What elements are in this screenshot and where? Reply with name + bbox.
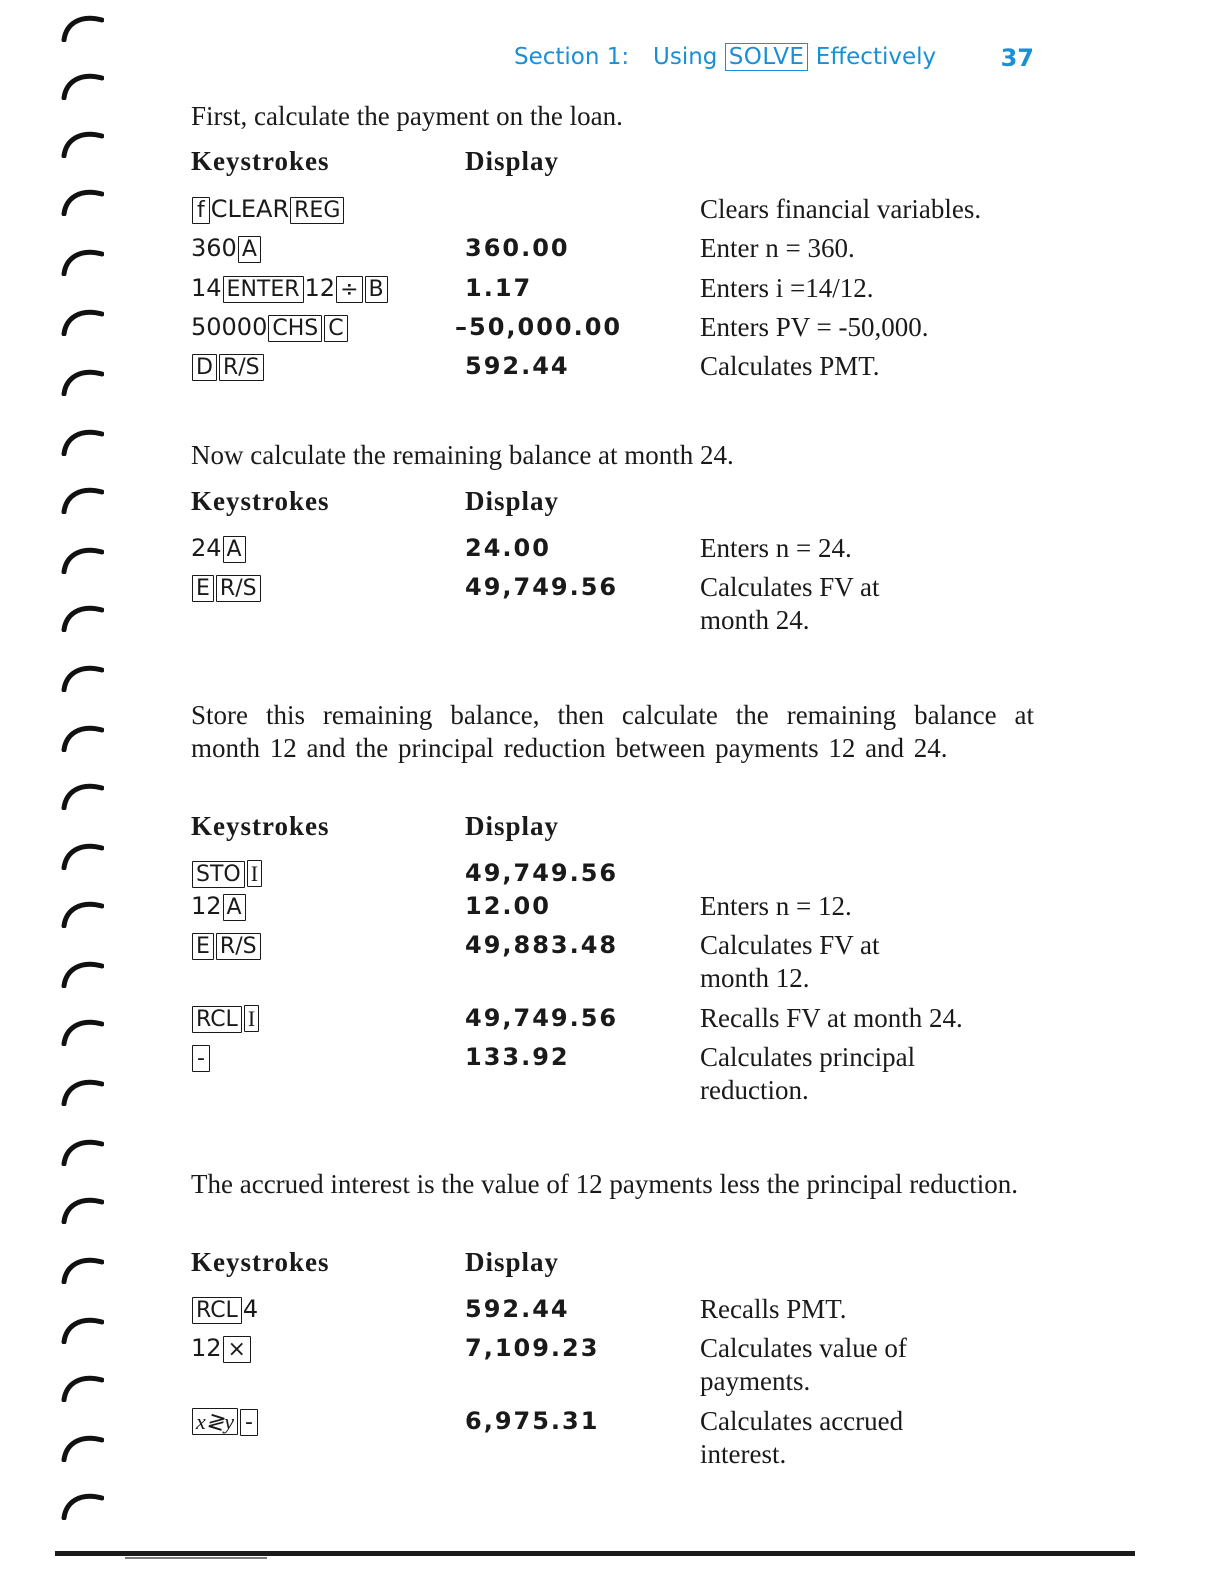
step-description: Recalls PMT. bbox=[700, 1294, 847, 1324]
step-description: Clears financial variables. bbox=[700, 194, 982, 224]
calculator-key: - bbox=[240, 1409, 258, 1436]
keystrokes-heading: Keystrokes bbox=[191, 811, 330, 841]
step-description: Calculates accrued interest. bbox=[700, 1406, 904, 1469]
step-description: Enters PV = -50,000. bbox=[700, 312, 929, 342]
calculator-key: ENTER bbox=[223, 276, 304, 303]
display-value: 133.92 bbox=[465, 1043, 570, 1071]
binding-coil-icon bbox=[58, 1132, 104, 1166]
table-row bbox=[191, 892, 1051, 928]
display-value: 12.00 bbox=[465, 892, 551, 920]
display-value: –50,000.00 bbox=[455, 313, 623, 341]
table-row bbox=[191, 1406, 1051, 1469]
bottom-rule bbox=[55, 1551, 1135, 1556]
keystroke-text: 24 bbox=[191, 534, 222, 562]
display-value: 1.17 bbox=[465, 274, 533, 302]
display-heading: Display bbox=[465, 1247, 560, 1277]
calculator-key: R/S bbox=[219, 354, 264, 381]
keystroke-text: 12 bbox=[191, 892, 222, 920]
keystroke-sequence bbox=[191, 195, 345, 224]
binding-coil-icon bbox=[58, 422, 104, 456]
binding-coil-icon bbox=[58, 124, 104, 158]
binding-coil-icon bbox=[58, 598, 104, 632]
display-value: 49,749.56 bbox=[465, 859, 619, 887]
binding-coil-icon bbox=[58, 1368, 104, 1402]
table-row bbox=[191, 572, 1051, 635]
table-row bbox=[191, 352, 1051, 388]
page-header bbox=[514, 40, 1034, 80]
keystroke-text: 50000 bbox=[191, 313, 268, 341]
keystroke-sequence bbox=[191, 573, 262, 602]
table-row bbox=[191, 1042, 1051, 1105]
binding-coil-icon bbox=[58, 242, 104, 276]
keystroke-sequence bbox=[191, 234, 262, 263]
binding-coil-icon bbox=[58, 1012, 104, 1046]
binding-coil-icon bbox=[58, 1072, 104, 1106]
keystroke-text: 14 bbox=[191, 274, 222, 302]
calculator-key: B bbox=[365, 276, 388, 303]
calculator-key: RCL bbox=[192, 1297, 242, 1324]
keystroke-sequence bbox=[191, 274, 389, 303]
step-description: Enter n = 360. bbox=[700, 233, 855, 263]
binding-coil-icon bbox=[58, 776, 104, 810]
title-prefix: Using bbox=[653, 44, 718, 70]
keystroke-sequence bbox=[191, 352, 265, 381]
section-label: Section 1: bbox=[514, 44, 630, 70]
binding-coil-icon bbox=[58, 302, 104, 336]
display-heading: Display bbox=[465, 146, 560, 176]
step-description: Calculates FV at month 12. bbox=[700, 930, 880, 993]
keystroke-sequence bbox=[191, 534, 247, 563]
binding-coil-icon bbox=[58, 1190, 104, 1224]
binding-coil-icon bbox=[58, 1428, 104, 1462]
intro-paragraph: The accrued interest is the value of 12 payments less the principal reduction. bbox=[191, 1169, 1018, 1199]
step-description: Calculates PMT. bbox=[700, 351, 880, 381]
binding-coil-icon bbox=[58, 894, 104, 928]
table-row bbox=[191, 1295, 1051, 1331]
step-description: Calculates FV at month 24. bbox=[700, 572, 880, 635]
keystroke-text: 360 bbox=[191, 234, 237, 262]
calculator-key: f bbox=[192, 197, 210, 224]
intro-paragraph: Store this remaining balance, then calculate the remaining balance at month 12 and the principal reduction between payments 12 and 24. bbox=[191, 700, 1034, 763]
binding-coil-icon bbox=[58, 362, 104, 396]
keystroke-text: 12 bbox=[304, 274, 336, 302]
table-row bbox=[191, 534, 1051, 570]
keystroke-sequence bbox=[191, 1334, 252, 1363]
binding-coil-icon bbox=[58, 718, 104, 752]
display-value: 49,749.56 bbox=[465, 1004, 619, 1032]
display-value: 592.44 bbox=[465, 1295, 570, 1323]
display-value: 24.00 bbox=[465, 534, 551, 562]
section-title bbox=[653, 44, 936, 70]
display-value: 360.00 bbox=[465, 234, 570, 262]
binding-coil-icon bbox=[58, 1310, 104, 1344]
calculator-key: I bbox=[244, 1005, 259, 1032]
keystroke-sequence bbox=[191, 892, 247, 921]
keystrokes-heading: Keystrokes bbox=[191, 486, 330, 516]
keystroke-sequence bbox=[191, 859, 263, 888]
step-description: Enters n = 12. bbox=[700, 891, 852, 921]
calculator-key: CHS bbox=[268, 315, 322, 342]
binding-coil-icon bbox=[58, 182, 104, 216]
page-number: 37 bbox=[1000, 44, 1034, 72]
step-description: Calculates principal reduction. bbox=[700, 1042, 916, 1105]
binding-coil-icon bbox=[58, 480, 104, 514]
calculator-key: REG bbox=[290, 197, 344, 224]
table-row bbox=[191, 930, 1051, 993]
step-description: Enters n = 24. bbox=[700, 533, 852, 563]
display-value: 6,975.31 bbox=[465, 1407, 600, 1435]
calculator-key: × bbox=[223, 1336, 251, 1363]
keystrokes-heading: Keystrokes bbox=[191, 1247, 330, 1277]
binding-coil-icon bbox=[58, 1250, 104, 1284]
keystroke-text: 4 bbox=[242, 1295, 259, 1323]
display-value: 49,749.56 bbox=[465, 573, 619, 601]
table-row bbox=[191, 195, 1051, 231]
calculator-key: D bbox=[192, 354, 217, 381]
title-suffix: Effectively bbox=[815, 44, 937, 70]
calculator-key: - bbox=[192, 1045, 210, 1072]
binding-coil-icon bbox=[58, 540, 104, 574]
binding-coil-icon bbox=[58, 658, 104, 692]
table-row bbox=[191, 234, 1051, 270]
table-row bbox=[191, 1333, 1051, 1396]
keystroke-sequence bbox=[191, 1043, 211, 1072]
calculator-key: A bbox=[223, 536, 246, 563]
intro-paragraph: First, calculate the payment on the loan. bbox=[191, 101, 623, 131]
keystroke-sequence bbox=[191, 313, 349, 342]
step-description: Recalls FV at month 24. bbox=[700, 1003, 963, 1033]
keystroke-sequence bbox=[191, 1295, 258, 1324]
calculator-key: STO bbox=[192, 861, 245, 888]
binding-coil-icon bbox=[58, 66, 104, 100]
bottom-rule-accent bbox=[125, 1557, 267, 1559]
calculator-key: x≷y bbox=[192, 1408, 238, 1435]
keystroke-text: 12 bbox=[191, 1334, 222, 1362]
table-row bbox=[191, 1004, 1051, 1040]
keystroke-sequence bbox=[191, 1407, 259, 1436]
keystrokes-heading: Keystrokes bbox=[191, 146, 330, 176]
display-heading: Display bbox=[465, 811, 560, 841]
calculator-key: I bbox=[247, 860, 262, 887]
calculator-key: A bbox=[223, 894, 246, 921]
calculator-key: C bbox=[324, 315, 347, 342]
table-row bbox=[191, 313, 1051, 349]
calculator-key: RCL bbox=[192, 1006, 242, 1033]
calculator-key: R/S bbox=[216, 575, 261, 602]
calculator-key: A bbox=[238, 236, 261, 263]
binding-coil-icon bbox=[58, 1486, 104, 1520]
binding-coil-icon bbox=[58, 836, 104, 870]
binding-coil-icon bbox=[58, 954, 104, 988]
display-value: 592.44 bbox=[465, 352, 570, 380]
intro-paragraph: Now calculate the remaining balance at month 24. bbox=[191, 440, 734, 470]
keystroke-sequence bbox=[191, 1004, 260, 1033]
binding-coil-icon bbox=[58, 8, 104, 42]
calculator-key: E bbox=[192, 933, 214, 960]
display-heading: Display bbox=[465, 486, 560, 516]
table-row bbox=[191, 274, 1051, 310]
calculator-key: ÷ bbox=[336, 276, 362, 303]
display-value: 49,883.48 bbox=[465, 931, 619, 959]
step-description: Calculates value of payments. bbox=[700, 1333, 907, 1396]
display-value: 7,109.23 bbox=[465, 1334, 600, 1362]
calculator-key: E bbox=[192, 575, 214, 602]
solve-key: SOLVE bbox=[725, 43, 809, 71]
keystroke-text: CLEAR bbox=[210, 195, 290, 223]
step-description: Enters i =14/12. bbox=[700, 273, 874, 303]
keystroke-sequence bbox=[191, 931, 262, 960]
calculator-key: R/S bbox=[216, 933, 261, 960]
